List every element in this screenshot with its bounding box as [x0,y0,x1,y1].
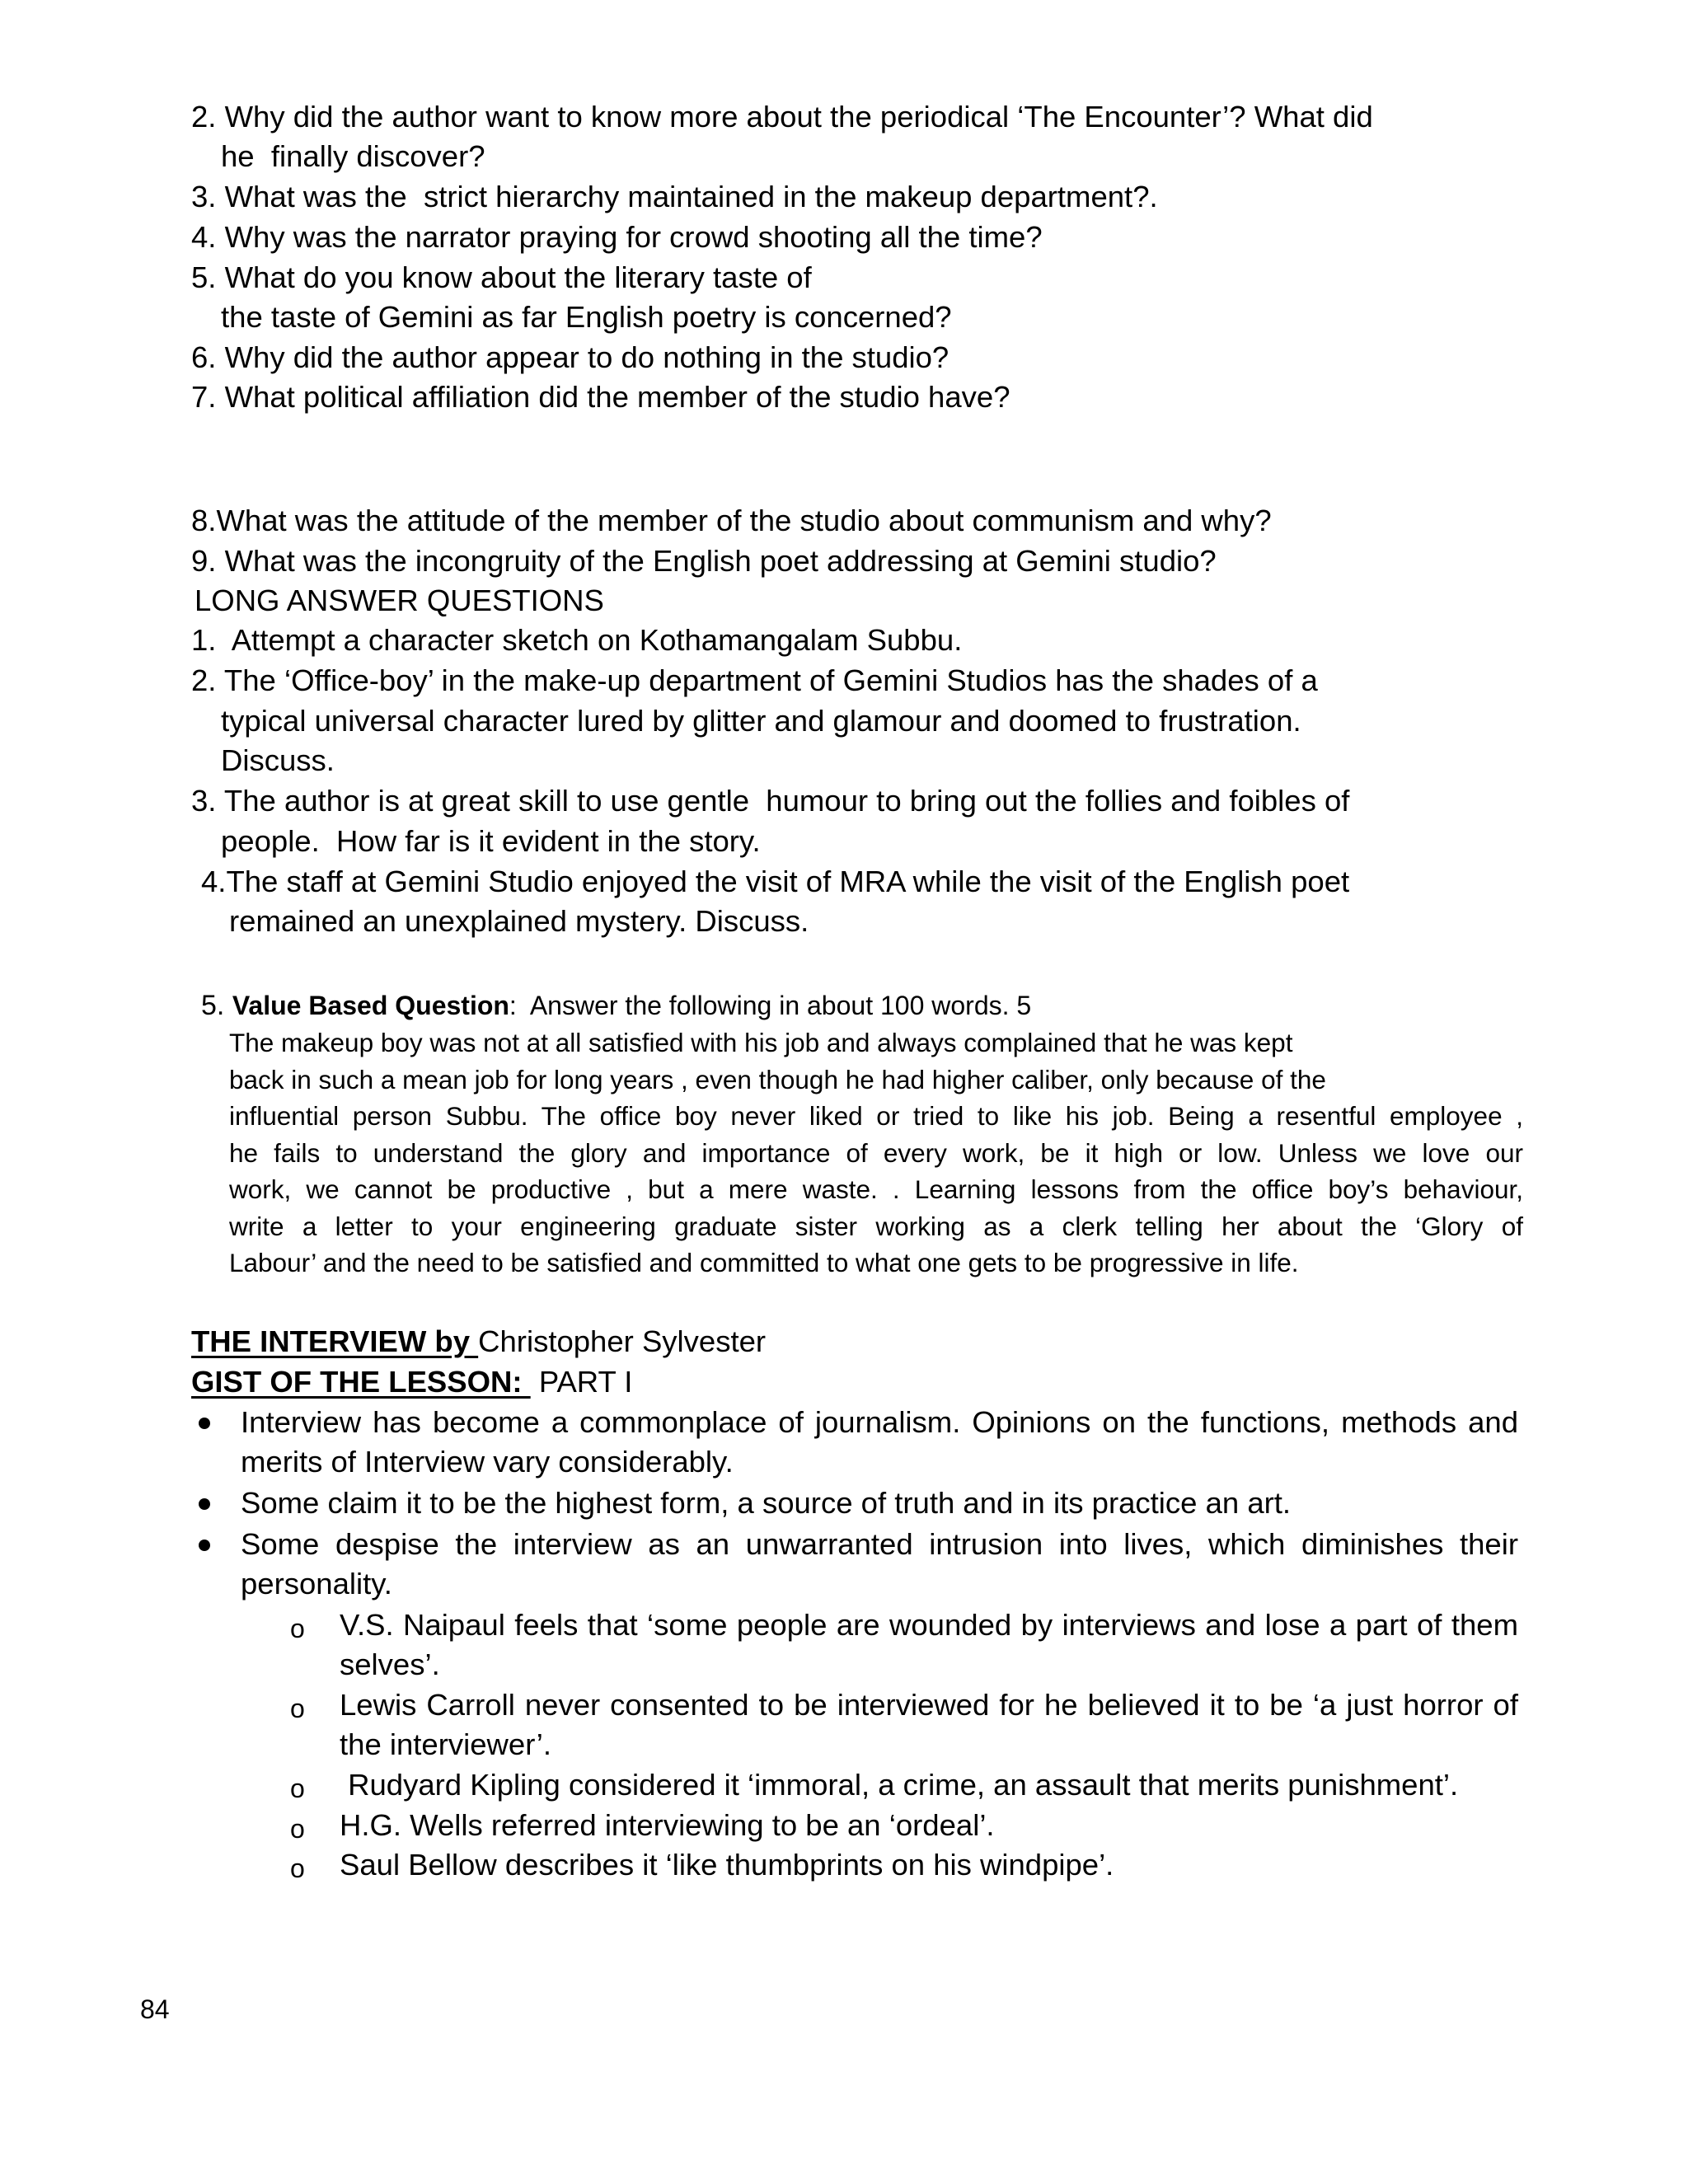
hollow-circle-bullet-icon: o [290,1614,305,1643]
value-based-passage-line-6: write a letter to your engineering graduate sister working as a clerk telling her about the ‘Glory of [229,1212,1523,1241]
gist-heading [191,1364,632,1400]
question-7: 7. What political affiliation did the member of the studio have? [191,380,1010,414]
hollow-circle-bullet-icon: o [290,1694,305,1723]
value-based-passage-line-7: Labour’ and the need to be satisfied and committed to what one gets to be progressive in life. [229,1248,1299,1277]
long-question-3-line-1: 3. The author is at great skill to use gentle humour to bring out the follies and foibles of [191,784,1350,818]
hollow-circle-bullet-icon: o [290,1814,305,1844]
value-based-question-heading [201,989,1031,1022]
value-based-passage-line-2: back in such a mean job for long years , even though he had higher caliber, only because of the [229,1065,1326,1094]
sub-bullet-4: H.G. Wells referred interviewing to be an ‘ordeal’. [340,1808,995,1842]
gist-part: PART I [530,1365,633,1399]
bullet-2: Some claim it to be the highest form, a source of truth and in its practice an art. [241,1486,1292,1520]
gist-label: GIST OF THE LESSON: [191,1365,531,1399]
long-question-1: 1. Attempt a character sketch on Kothamangalam Subbu. [191,623,963,657]
bullet-3-line-2: personality. [241,1567,392,1601]
bullet-icon [199,1498,210,1510]
sub-bullet-1-line-1: V.S. Naipaul feels that ‘some people are wounded by interviews and lose a part of them [340,1608,1518,1642]
value-based-passage-line-1: The makeup boy was not at all satisfied with his job and always complained that he was kept [229,1028,1293,1057]
bullet-3-line-1: Some despise the interview as an unwarranted intrusion into lives, which diminishes their [241,1527,1518,1561]
sub-bullet-3: Rudyard Kipling considered it ‘immoral, a crime, an assault that merits punishment’. [340,1768,1459,1802]
value-based-passage-line-3: influential person Subbu. The office boy never liked or tried to like his job. Being a resentful employee , [229,1101,1523,1131]
sub-bullet-5: Saul Bellow describes it ‘like thumbprints on his windpipe’. [340,1848,1114,1882]
page-number: 84 [140,1994,170,2024]
question-9: 9. What was the incongruity of the English poet addressing at Gemini studio? [191,544,1217,578]
sub-bullet-1-line-2: selves’. [340,1647,440,1681]
hollow-circle-bullet-icon: o [290,1854,305,1883]
long-answer-heading: LONG ANSWER QUESTIONS [195,583,604,617]
sub-bullet-2-line-2: the interviewer’. [340,1727,551,1761]
hollow-circle-bullet-icon: o [290,1774,305,1803]
question-5-line-2: the taste of Gemini as far English poetry is concerned? [221,300,952,334]
question-6: 6. Why did the author appear to do nothing in the studio? [191,340,950,374]
question-3: 3. What was the strict hierarchy maintained in the makeup department?. [191,180,1158,213]
value-based-passage-line-4: he fails to understand the glory and importance of every work, be it high or low. Unless we love our [229,1138,1523,1168]
long-question-2-line-3: Discuss. [221,743,335,777]
bullet-icon [199,1540,210,1551]
lesson-title [191,1324,766,1360]
value-based-instruction: : Answer the following in about 100 words. 5 [509,991,1032,1020]
long-question-2-line-1: 2. The ‘Office-boy’ in the make-up department of Gemini Studios has the shades of a [191,663,1318,697]
bullet-1-line-1: Interview has become a commonplace of journalism. Opinions on the functions, methods and [241,1405,1518,1439]
long-question-2-line-2: typical universal character lured by glitter and glamour and doomed to frustration. [221,704,1301,738]
long-question-3-line-2: people. How far is it evident in the story. [221,824,761,858]
long-question-4-line-2: remained an unexplained mystery. Discuss. [229,904,809,938]
question-4: 4. Why was the narrator praying for crowd shooting all the time? [191,220,1043,254]
value-based-passage-line-5: work, we cannot be productive , but a mere waste. . Learning lessons from the office boy’s behaviour, [229,1174,1523,1204]
question-8: 8.What was the attitude of the member of the studio about communism and why? [191,504,1272,537]
bullet-icon [199,1418,210,1429]
bullet-1-line-2: merits of Interview vary considerably. [241,1445,734,1479]
lesson-title-text: THE INTERVIEW by [191,1324,479,1358]
value-based-label: Value Based Question [232,991,509,1020]
question-2-line-2: he finally discover? [221,139,485,173]
value-based-number: 5. [201,990,232,1021]
lesson-author: Christopher Sylvester [478,1324,767,1358]
question-2-line-1: 2. Why did the author want to know more about the periodical ‘The Encounter’? What did [191,100,1373,134]
question-5-line-1: 5. What do you know about the literary taste of [191,260,812,294]
long-question-4-line-1: 4.The staff at Gemini Studio enjoyed the visit of MRA while the visit of the English poet [201,865,1350,898]
sub-bullet-2-line-1: Lewis Carroll never consented to be interviewed for he believed it to be ‘a just horror of [340,1688,1518,1722]
